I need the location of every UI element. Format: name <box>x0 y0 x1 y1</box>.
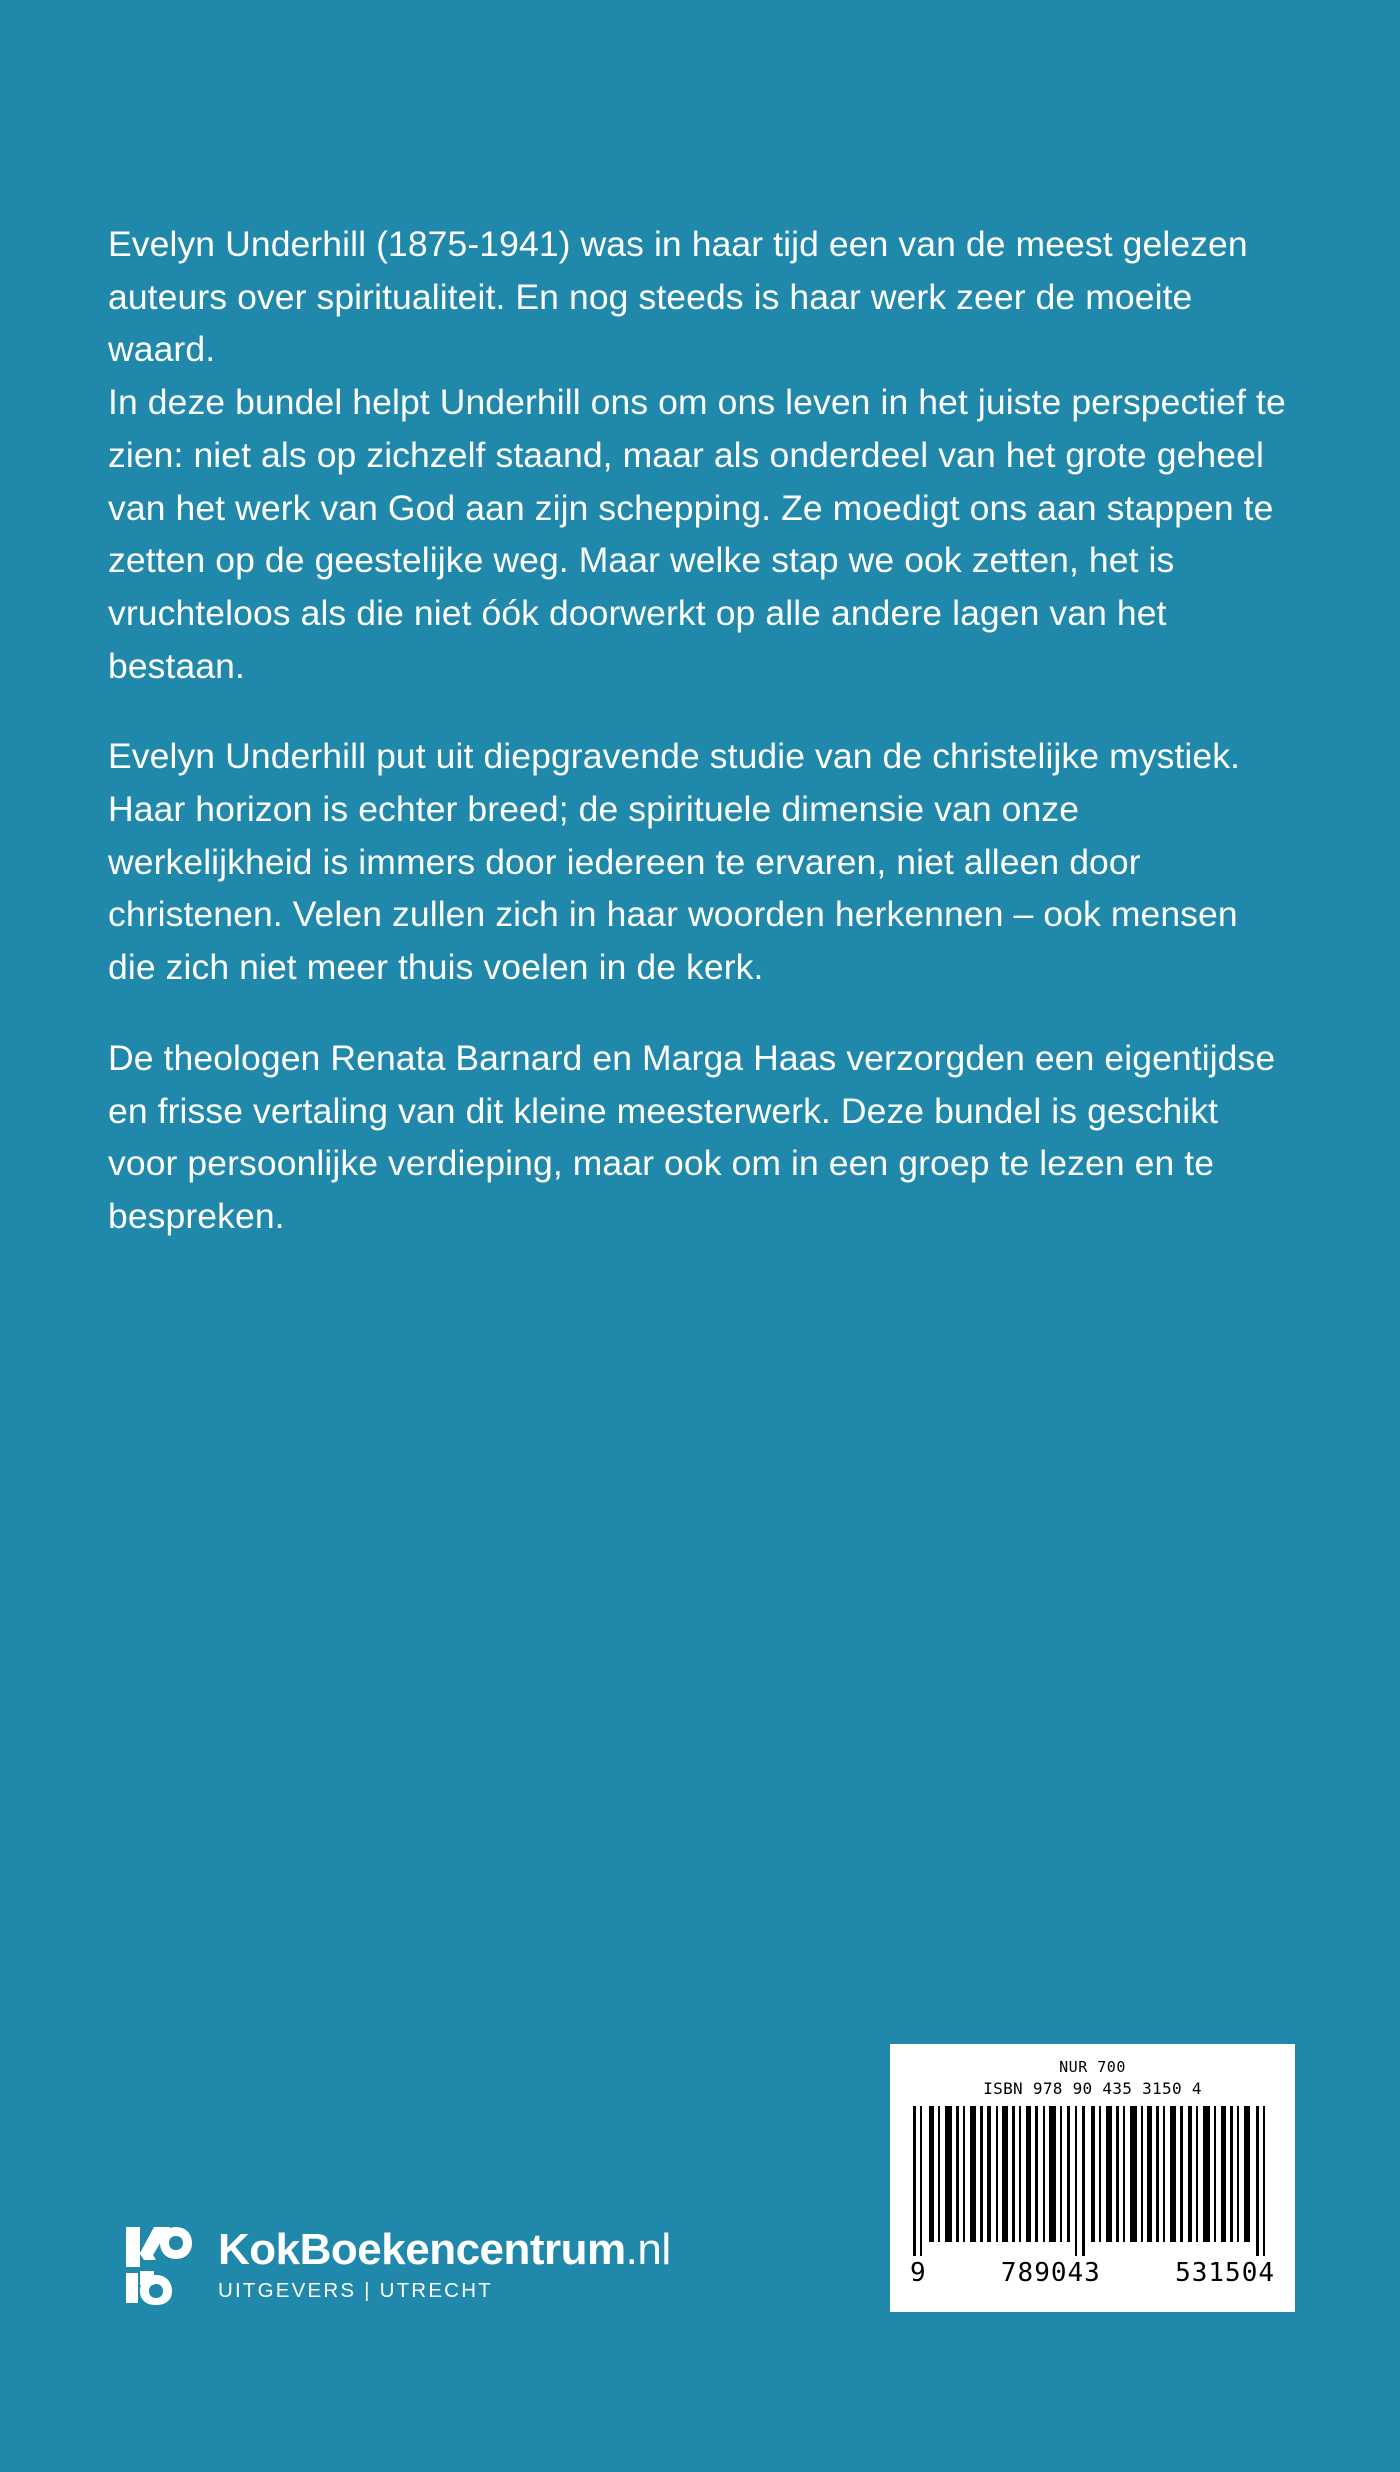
kok-boekencentrum-mark-icon <box>120 2223 196 2307</box>
publisher-wordmark <box>218 2225 671 2303</box>
blurb-paragraph-2: In deze bundel helpt Underhill ons om ons leven in het juiste perspectief te zien: niet als op zichzelf staand, maar als onderdeel van het grote geheel van het werk van God aan zijn schepping. Ze moedigt ons aan stappen te zetten op de geestelijke weg. Maar welke stap we ook zetten, het is vruchteloos als die niet óók doorwerkt op alle andere lagen van het bestaan. <box>108 382 1286 686</box>
publisher-logo <box>120 2223 671 2307</box>
barcode-digits-right: 531504 <box>1175 2258 1275 2288</box>
barcode-digits-middle: 789043 <box>1000 2258 1101 2288</box>
barcode-nur-code: NUR 700 <box>1059 2058 1126 2076</box>
blurb-text-block <box>108 218 1288 1243</box>
barcode-isbn-text: ISBN 978 90 435 3150 4 <box>983 2079 1202 2098</box>
barcode-digit-left: 9 <box>910 2258 927 2288</box>
barcode-digits <box>904 2258 1281 2288</box>
publisher-tld: .nl <box>625 2225 671 2275</box>
blurb-paragraph-3: Evelyn Underhill put uit diepgravende studie van de christelijke mystiek. Haar horizon is echter breed; de spirituele dimensie van onze werkelijkheid is immers door iedereen te ervaren, niet alleen door christenen. Velen zullen zich in haar woorden herkennen – ook mensen die zich niet meer thuis voelen in de kerk. <box>108 736 1241 988</box>
barcode-block <box>890 2044 1295 2312</box>
barcode-bars-icon <box>907 2106 1279 2256</box>
publisher-name-text: KokBoekencentrum <box>218 2225 626 2275</box>
publisher-name <box>218 2225 671 2275</box>
blurb-paragraph-4: De theologen Renata Barnard en Marga Haas verzorgden een eigentijdse en frisse vertaling van dit kleine meesterwerk. Deze bundel is geschikt voor persoonlijke verdieping, maar ook om in een groep te lezen en te bespreken. <box>108 1037 1276 1236</box>
blurb-paragraph-1: Evelyn Underhill (1875-1941) was in haar tijd een van de meest gelezen auteurs over spiritualiteit. En nog steeds is haar werk zeer de moeite waard. <box>108 224 1248 370</box>
publisher-subtitle: UITGEVERS | UTRECHT <box>218 2279 493 2303</box>
